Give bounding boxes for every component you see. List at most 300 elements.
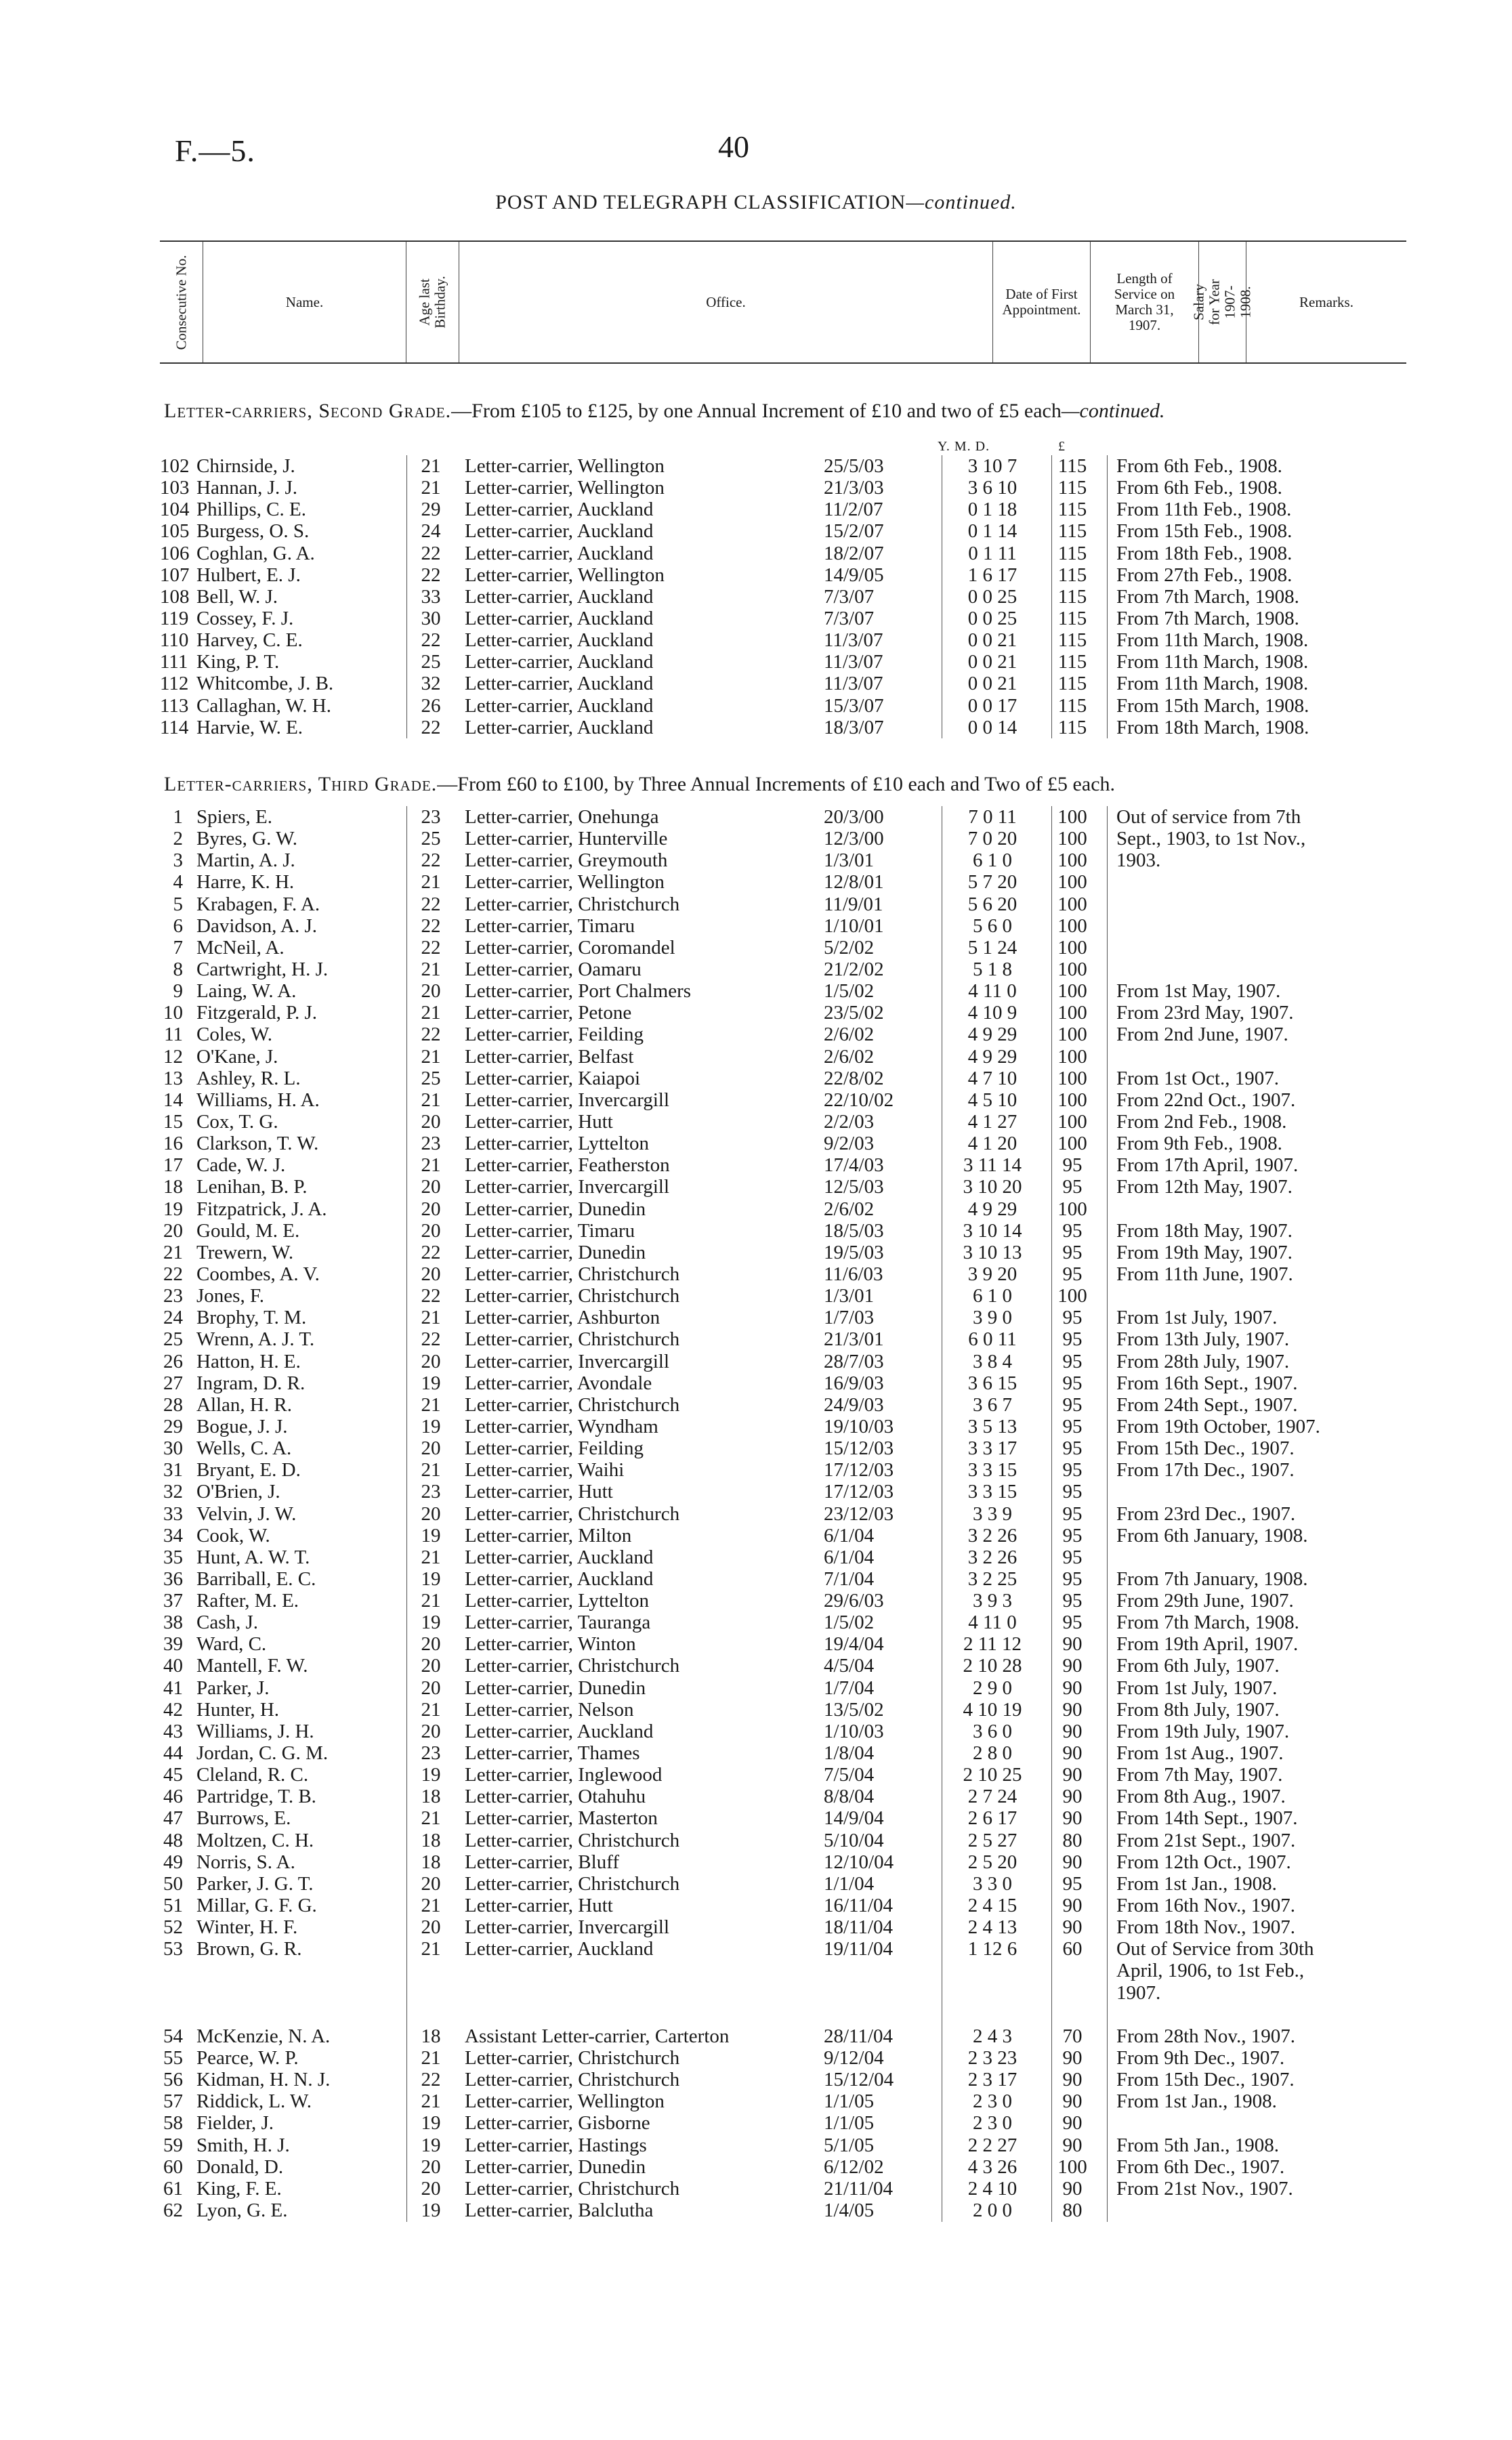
row-salary: 95 (1062, 1546, 1083, 1568)
row-age: 22 (421, 1285, 441, 1307)
row-remarks: From 1st July, 1907. (1116, 1307, 1278, 1329)
row-remarks: 1903. (1116, 849, 1161, 872)
row-age: 23 (421, 1481, 441, 1503)
row-remarks: From 9th Dec., 1907. (1116, 2047, 1285, 2069)
row-salary: 95 (1062, 1524, 1083, 1547)
row-salary: 90 (1062, 1698, 1083, 1721)
row-name: Krabagen, F. A. (196, 893, 320, 915)
row-age: 21 (421, 1807, 441, 1830)
row-salary: 100 (1057, 1067, 1087, 1089)
row-office: Letter-carrier, Auckland (465, 1568, 654, 1590)
row-remarks: From 14th Sept., 1907. (1116, 1807, 1298, 1830)
row-date: 11/3/07 (824, 651, 883, 673)
row-salary: 95 (1062, 1350, 1083, 1372)
row-number: 57 (163, 2090, 183, 2113)
row-name: Brown, G. R. (196, 1938, 302, 1960)
row-salary: 90 (1062, 1851, 1083, 1873)
row-age: 18 (421, 1829, 441, 1851)
row-name: Jordan, C. G. M. (196, 1742, 329, 1765)
row-length-of-service: 0 0 25 (967, 585, 1017, 608)
row-salary: 95 (1062, 1568, 1083, 1590)
row-age: 20 (421, 1916, 441, 1939)
row-office: Letter-carrier, Christchurch (465, 2069, 680, 2091)
row-length-of-service: 0 0 17 (967, 694, 1017, 717)
section-terms: —From £60 to £100, by Three Annual Increments of £10 each and Two of £5 each. (437, 773, 1116, 795)
row-number: 36 (163, 1568, 183, 1590)
row-salary: 90 (1062, 1633, 1083, 1656)
row-remarks: From 2nd June, 1907. (1116, 1024, 1288, 1046)
row-salary: 95 (1062, 1872, 1083, 1895)
row-salary: 90 (1062, 2177, 1083, 2200)
row-age: 20 (421, 1677, 441, 1699)
row-age: 29 (421, 499, 441, 521)
row-salary: 115 (1057, 564, 1087, 586)
row-office: Letter-carrier, Christchurch (465, 2047, 680, 2069)
row-salary: 95 (1062, 1154, 1083, 1177)
row-office: Letter-carrier, Winton (465, 1633, 636, 1656)
row-age: 21 (421, 1307, 441, 1329)
row-name: Laing, W. A. (196, 980, 297, 1003)
row-remarks: From 15th Dec., 1907. (1116, 2069, 1295, 2091)
row-number: 20 (163, 1219, 183, 1242)
row-length-of-service: 3 6 15 (967, 1372, 1017, 1394)
row-remarks: From 6th Dec., 1907. (1116, 2155, 1285, 2178)
row-remarks: From 11th March, 1908. (1116, 651, 1309, 673)
row-age: 21 (421, 2047, 441, 2069)
row-date: 2/6/02 (824, 1198, 875, 1220)
row-date: 22/8/02 (824, 1067, 884, 1089)
row-name: Cossey, F. J. (196, 607, 294, 629)
row-age: 22 (421, 564, 441, 586)
row-salary: 100 (1057, 806, 1087, 828)
row-length-of-service: 2 4 15 (967, 1895, 1017, 1917)
row-age: 19 (421, 2112, 441, 2134)
row-remarks: From 19th July, 1907. (1116, 1720, 1290, 1742)
row-name: Fitzgerald, P. J. (196, 1002, 318, 1024)
row-number: 45 (163, 1764, 183, 1786)
row-number: 10 (163, 1002, 183, 1024)
row-number: 50 (163, 1872, 183, 1895)
row-date: 12/3/00 (824, 828, 884, 850)
row-office: Letter-carrier, Auckland (465, 499, 654, 521)
row-office: Letter-carrier, Auckland (465, 629, 654, 652)
row-name: Chirnside, J. (196, 455, 295, 477)
row-number: 114 (160, 716, 189, 738)
row-office: Letter-carrier, Dunedin (465, 1677, 646, 1699)
row-number: 4 (173, 871, 183, 893)
row-remarks: From 18th Nov., 1907. (1116, 1916, 1295, 1939)
row-name: Williams, H. A. (196, 1089, 320, 1111)
row-date: 12/8/01 (824, 871, 884, 893)
row-age: 20 (421, 1219, 441, 1242)
row-age: 21 (421, 1938, 441, 1960)
row-remarks: From 2nd Feb., 1908. (1116, 1110, 1287, 1133)
row-length-of-service: 4 10 19 (963, 1698, 1022, 1721)
row-number: 112 (160, 673, 189, 695)
row-length-of-service: 4 9 29 (967, 1198, 1017, 1220)
row-remarks: From 18th May, 1907. (1116, 1219, 1293, 1242)
row-remarks: From 15th Dec., 1907. (1116, 1437, 1295, 1460)
row-date: 1/1/05 (824, 2090, 875, 2113)
row-office: Letter-carrier, Wellington (465, 564, 665, 586)
row-number: 62 (163, 2200, 183, 2221)
row-date: 6/1/04 (824, 1546, 875, 1568)
row-salary: 115 (1057, 520, 1087, 543)
row-name: Harvie, W. E. (196, 716, 303, 738)
row-date: 29/6/03 (824, 1590, 884, 1612)
row-length-of-service: 2 3 17 (967, 2069, 1017, 2091)
row-name: Cartwright, H. J. (196, 958, 329, 980)
row-office: Letter-carrier, Christchurch (465, 2177, 680, 2200)
row-name: McNeil, A. (196, 936, 285, 959)
row-remarks: From 19th May, 1907. (1116, 1241, 1293, 1263)
row-office: Letter-carrier, Masterton (465, 1807, 658, 1830)
row-name: Davidson, A. J. (196, 914, 318, 937)
row-date: 17/4/03 (824, 1154, 884, 1177)
row-age: 20 (421, 1176, 441, 1198)
row-salary: 100 (1057, 1089, 1087, 1111)
row-name: Pearce, W. P. (196, 2047, 299, 2069)
row-age: 19 (421, 1524, 441, 1547)
row-number: 111 (160, 651, 188, 673)
row-remarks: From 19th October, 1907. (1116, 1415, 1320, 1437)
row-name: Partridge, T. B. (196, 1786, 316, 1808)
row-age: 30 (421, 607, 441, 629)
row-office: Letter-carrier, Greymouth (465, 849, 668, 872)
row-length-of-service: 3 5 13 (967, 1415, 1017, 1437)
row-date: 12/10/04 (824, 1851, 894, 1873)
row-age: 33 (421, 585, 441, 608)
row-office: Letter-carrier, Christchurch (465, 1263, 680, 1285)
row-name: O'Brien, J. (196, 1481, 280, 1503)
row-salary: 90 (1062, 1677, 1083, 1699)
row-date: 1/7/03 (824, 1307, 875, 1329)
ymd-label: Y. M. D. (938, 439, 990, 454)
row-length-of-service: 7 0 20 (967, 828, 1017, 850)
row-office: Letter-carrier, Balclutha (465, 2200, 654, 2221)
row-length-of-service: 2 10 25 (963, 1764, 1022, 1786)
header-remarks: Remarks. (1299, 293, 1353, 310)
row-name: Allan, H. R. (196, 1393, 292, 1416)
row-name: Lyon, G. E. (196, 2200, 288, 2221)
row-number: 61 (163, 2177, 183, 2200)
section-terms: —From £105 to £125, by one Annual Increment of £10 and two of £5 each (451, 400, 1062, 422)
row-name: Winter, H. F. (196, 1916, 298, 1939)
row-length-of-service: 3 9 3 (973, 1590, 1012, 1612)
row-office: Letter-carrier, Christchurch (465, 1502, 680, 1525)
row-number: 53 (163, 1938, 183, 1960)
row-office: Letter-carrier, Nelson (465, 1698, 634, 1721)
row-date: 14/9/05 (824, 564, 884, 586)
row-number: 13 (163, 1067, 183, 1089)
column-rule (1051, 455, 1052, 738)
row-length-of-service: 2 4 10 (967, 2177, 1017, 2200)
row-age: 20 (421, 2155, 441, 2178)
row-number: 14 (163, 1089, 183, 1111)
row-name: Parker, J. G. T. (196, 1872, 314, 1895)
row-office: Letter-carrier, Christchurch (465, 1328, 680, 1351)
row-salary: 95 (1062, 1459, 1083, 1481)
row-name: Spiers, E. (196, 806, 272, 828)
row-remarks: Out of Service from 30th (1116, 1938, 1314, 1960)
row-date: 1/5/02 (824, 1612, 875, 1634)
row-age: 22 (421, 893, 441, 915)
row-date: 18/5/03 (824, 1219, 884, 1242)
title-text: POST AND TELEGRAPH CLASSIFICATION (495, 191, 906, 213)
row-salary: 90 (1062, 1742, 1083, 1765)
row-number: 33 (163, 1502, 183, 1525)
row-length-of-service: 0 0 21 (967, 629, 1017, 652)
row-office: Letter-carrier, Bluff (465, 1851, 619, 1873)
row-salary: 90 (1062, 2090, 1083, 2113)
row-salary: 95 (1062, 1393, 1083, 1416)
row-number: 113 (160, 694, 189, 717)
row-date: 9/12/04 (824, 2047, 884, 2069)
row-length-of-service: 3 3 15 (967, 1459, 1017, 1481)
row-remarks: From 19th April, 1907. (1116, 1633, 1299, 1656)
row-number: 3 (173, 849, 183, 872)
row-name: Coghlan, G. A. (196, 542, 315, 564)
row-name: Wells, C. A. (196, 1437, 292, 1460)
row-name: Coles, W. (196, 1024, 272, 1046)
row-remarks: From 23rd May, 1907. (1116, 1002, 1294, 1024)
row-length-of-service: 1 6 17 (967, 564, 1017, 586)
row-name: Bogue, J. J. (196, 1415, 288, 1437)
row-name: Velvin, J. W. (196, 1502, 297, 1525)
row-office: Letter-carrier, Wellington (465, 871, 665, 893)
row-length-of-service: 0 0 21 (967, 673, 1017, 695)
row-length-of-service: 3 10 14 (963, 1219, 1022, 1242)
row-name: Norris, S. A. (196, 1851, 295, 1873)
row-salary: 100 (1057, 849, 1087, 872)
header-date: Date of First Appointment. (993, 242, 1091, 362)
row-date: 19/4/04 (824, 1633, 884, 1656)
row-number: 44 (163, 1742, 183, 1765)
row-date: 6/12/02 (824, 2155, 884, 2178)
row-salary: 115 (1057, 499, 1087, 521)
row-office: Letter-carrier, Wyndham (465, 1415, 658, 1437)
row-salary: 70 (1062, 2025, 1083, 2047)
row-office: Letter-carrier, Hutt (465, 1481, 613, 1503)
row-office: Letter-carrier, Christchurch (465, 1829, 680, 1851)
row-remarks: From 6th Feb., 1908. (1116, 455, 1282, 477)
row-number: 55 (163, 2047, 183, 2069)
table-header (160, 240, 1406, 364)
row-name: King, P. T. (196, 651, 280, 673)
row-office: Letter-carrier, Invercargill (465, 1916, 670, 1939)
row-date: 15/12/03 (824, 1437, 894, 1460)
row-remarks: From 18th Feb., 1908. (1116, 542, 1293, 564)
row-date: 5/2/02 (824, 936, 875, 959)
row-age: 21 (421, 455, 441, 477)
row-age: 20 (421, 1263, 441, 1285)
row-length-of-service: 3 8 4 (973, 1350, 1012, 1372)
row-office: Letter-carrier, Hutt (465, 1895, 613, 1917)
row-number: 7 (173, 936, 183, 959)
row-date: 21/3/03 (824, 477, 884, 499)
row-length-of-service: 0 0 14 (967, 716, 1017, 738)
row-name: Gould, M. E. (196, 1219, 300, 1242)
row-remarks: From 1st May, 1907. (1116, 980, 1281, 1003)
row-date: 24/9/03 (824, 1393, 884, 1416)
row-remarks: From 1st July, 1907. (1116, 1677, 1278, 1699)
row-office: Letter-carrier, Christchurch (465, 1655, 680, 1677)
row-office: Letter-carrier, Auckland (465, 716, 654, 738)
row-length-of-service: 3 3 0 (973, 1872, 1012, 1895)
row-number: 108 (160, 585, 190, 608)
row-date: 25/5/03 (824, 455, 884, 477)
row-length-of-service: 4 11 0 (968, 980, 1017, 1003)
column-rule (1051, 806, 1052, 2222)
row-number: 19 (163, 1198, 183, 1220)
row-salary: 95 (1062, 1481, 1083, 1503)
column-rule (1107, 455, 1108, 738)
row-salary: 115 (1057, 629, 1087, 652)
row-age: 18 (421, 2025, 441, 2047)
row-number: 24 (163, 1307, 183, 1329)
row-number: 105 (160, 520, 190, 543)
row-remarks: From 8th Aug., 1907. (1116, 1786, 1286, 1808)
column-rule (406, 455, 407, 738)
row-length-of-service: 4 10 9 (967, 1002, 1017, 1024)
row-number: 8 (173, 958, 183, 980)
row-salary: 100 (1057, 1285, 1087, 1307)
row-name: Smith, H. J. (196, 2134, 290, 2156)
row-salary: 100 (1057, 1045, 1087, 1068)
row-number: 17 (163, 1154, 183, 1177)
row-number: 31 (163, 1459, 183, 1481)
row-salary: 115 (1057, 673, 1087, 695)
row-remarks: From 21st Sept., 1907. (1116, 1829, 1296, 1851)
row-age: 19 (421, 1612, 441, 1634)
row-name: Moltzen, C. H. (196, 1829, 314, 1851)
row-number: 43 (163, 1720, 183, 1742)
row-date: 15/3/07 (824, 694, 884, 717)
row-age: 21 (421, 1154, 441, 1177)
row-length-of-service: 3 6 10 (967, 477, 1017, 499)
row-name: Harvey, C. E. (196, 629, 303, 652)
row-remarks: From 6th July, 1907. (1116, 1655, 1280, 1677)
row-office: Letter-carrier, Tauranga (465, 1612, 651, 1634)
row-salary: 115 (1057, 607, 1087, 629)
row-salary: 100 (1057, 1110, 1087, 1133)
row-number: 54 (163, 2025, 183, 2047)
row-date: 1/8/04 (824, 1742, 875, 1765)
row-salary: 90 (1062, 1786, 1083, 1808)
row-name: Whitcombe, J. B. (196, 673, 334, 695)
row-number: 51 (163, 1895, 183, 1917)
row-length-of-service: 5 7 20 (967, 871, 1017, 893)
row-number: 38 (163, 1612, 183, 1634)
row-remarks: From 8th July, 1907. (1116, 1698, 1280, 1721)
row-length-of-service: 2 4 3 (973, 2025, 1012, 2047)
column-rule (406, 806, 407, 2222)
row-length-of-service: 2 3 23 (967, 2047, 1017, 2069)
row-remarks: From 11th June, 1907. (1116, 1263, 1293, 1285)
row-date: 1/3/01 (824, 1285, 875, 1307)
row-number: 35 (163, 1546, 183, 1568)
row-name: Lenihan, B. P. (196, 1176, 308, 1198)
page-title (0, 191, 1512, 214)
row-age: 21 (421, 1393, 441, 1416)
row-age: 21 (421, 1895, 441, 1917)
row-number: 40 (163, 1655, 183, 1677)
row-number: 6 (173, 914, 183, 937)
row-remarks: From 1st Aug., 1907. (1116, 1742, 1284, 1765)
row-office: Letter-carrier, Auckland (465, 520, 654, 543)
row-length-of-service: 2 0 0 (973, 2200, 1012, 2221)
row-name: Kidman, H. N. J. (196, 2069, 331, 2091)
row-age: 22 (421, 1241, 441, 1263)
row-number: 9 (173, 980, 183, 1003)
row-length-of-service: 3 9 0 (973, 1307, 1012, 1329)
row-name: Phillips, C. E. (196, 499, 306, 521)
row-name: Fitzpatrick, J. A. (196, 1198, 327, 1220)
row-office: Letter-carrier, Invercargill (465, 1089, 670, 1111)
row-date: 14/9/04 (824, 1807, 884, 1830)
page-number: 40 (718, 129, 749, 164)
row-office: Letter-carrier, Hastings (465, 2134, 647, 2156)
row-remarks: From 7th January, 1908. (1116, 1568, 1308, 1590)
row-office: Letter-carrier, Timaru (465, 914, 635, 937)
row-salary: 100 (1057, 1024, 1087, 1046)
row-age: 22 (421, 1024, 441, 1046)
row-number: 39 (163, 1633, 183, 1656)
row-salary: 90 (1062, 1895, 1083, 1917)
row-date: 1/1/04 (824, 1872, 875, 1895)
row-salary: 100 (1057, 958, 1087, 980)
row-date: 6/1/04 (824, 1524, 875, 1547)
row-number: 104 (160, 499, 190, 521)
row-name: Ashley, R. L. (196, 1067, 301, 1089)
row-salary: 100 (1057, 1198, 1087, 1220)
row-age: 19 (421, 2200, 441, 2221)
row-name: Hunt, A. W. T. (196, 1546, 310, 1568)
row-name: Brophy, T. M. (196, 1307, 307, 1329)
row-name: Cox, T. G. (196, 1110, 278, 1133)
row-number: 37 (163, 1590, 183, 1612)
row-date: 7/3/07 (824, 585, 875, 608)
row-age: 22 (421, 2069, 441, 2091)
header-salary: Salary for Year 1907-1908. (1199, 242, 1246, 362)
row-age: 20 (421, 2177, 441, 2200)
row-salary: 100 (1057, 871, 1087, 893)
row-number: 16 (163, 1133, 183, 1155)
row-office: Letter-carrier, Wellington (465, 2090, 665, 2113)
row-remarks: Sept., 1903, to 1st Nov., (1116, 828, 1306, 850)
row-remarks: From 18th March, 1908. (1116, 716, 1309, 738)
row-salary: 80 (1062, 1829, 1083, 1851)
row-age: 26 (421, 694, 441, 717)
row-length-of-service: 2 2 27 (967, 2134, 1017, 2156)
row-office: Letter-carrier, Wellington (465, 477, 665, 499)
row-date: 7/3/07 (824, 607, 875, 629)
row-age: 21 (421, 1002, 441, 1024)
row-length-of-service: 2 7 24 (967, 1786, 1017, 1808)
row-date: 16/9/03 (824, 1372, 884, 1394)
row-remarks: From 27th Feb., 1908. (1116, 564, 1293, 586)
row-number: 58 (163, 2112, 183, 2134)
row-date: 1/5/02 (824, 980, 875, 1003)
row-number: 41 (163, 1677, 183, 1699)
row-remarks: From 21st Nov., 1907. (1116, 2177, 1293, 2200)
row-date: 17/12/03 (824, 1459, 894, 1481)
row-office: Letter-carrier, Wellington (465, 455, 665, 477)
row-office: Letter-carrier, Auckland (465, 1938, 654, 1960)
row-remarks: From 1st Jan., 1908. (1116, 1872, 1277, 1895)
row-salary: 90 (1062, 2047, 1083, 2069)
row-number: 106 (160, 542, 190, 564)
